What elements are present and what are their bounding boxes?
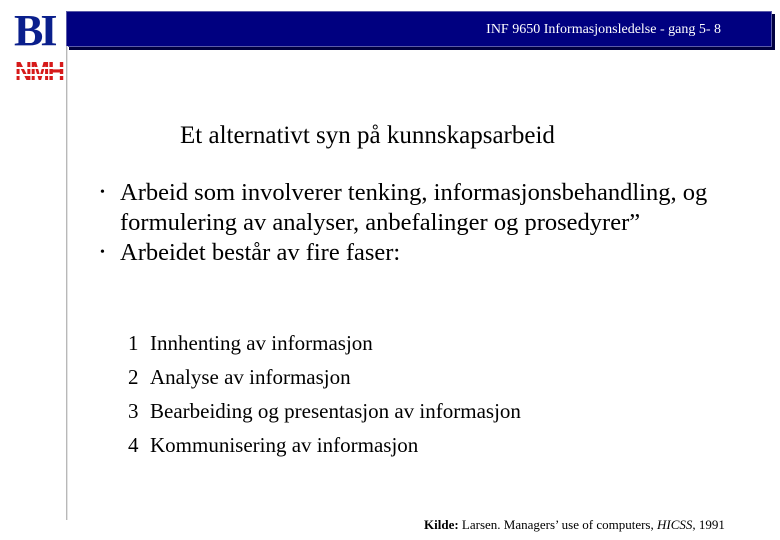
phase-text: Bearbeiding og presentasjon av informasjon <box>150 399 521 423</box>
bi-logo-text: BI <box>14 10 55 48</box>
phase-number: 4 <box>128 433 139 457</box>
phase-number: 1 <box>128 331 139 355</box>
nmh-logo-text: NMH <box>15 56 64 83</box>
phase-number: 2 <box>128 365 139 389</box>
bullet-item <box>100 238 750 268</box>
phase-item <box>128 428 521 462</box>
bi-logo <box>14 10 62 48</box>
phase-text: Analyse av informasjon <box>150 365 351 389</box>
phase-item <box>128 394 521 428</box>
bullet-text: Arbeid som involverer tenking, informasjonsbehandling, og formulering av analyser, anbefalinger og prosedyrer” <box>120 179 708 236</box>
bullet-text: Arbeidet består av fire faser: <box>120 239 401 266</box>
header-bar <box>66 11 772 47</box>
source-year: , 1991 <box>692 517 725 532</box>
bullet-list <box>100 178 750 268</box>
bullet-marker: • <box>100 245 105 260</box>
source-citation <box>424 517 725 533</box>
phase-item <box>128 326 521 360</box>
bullet-item <box>100 178 750 238</box>
phase-text: Innhenting av informasjon <box>150 331 373 355</box>
phase-list <box>128 326 521 462</box>
header-title: INF 9650 Informasjonsledelse - gang 5- 8 <box>486 22 721 37</box>
slide-title: Et alternativt syn på kunnskapsarbeid <box>180 122 555 149</box>
bullet-marker: • <box>100 185 105 200</box>
phase-item <box>128 360 521 394</box>
left-divider-shadow <box>67 46 68 520</box>
phase-text: Kommunisering av informasjon <box>150 433 419 457</box>
phase-number: 3 <box>128 399 139 423</box>
nmh-logo <box>14 55 64 83</box>
source-text: Larsen. Managers’ use of computers, <box>458 517 657 532</box>
source-venue: HICSS <box>656 517 693 532</box>
source-label: Kilde: <box>424 517 459 532</box>
